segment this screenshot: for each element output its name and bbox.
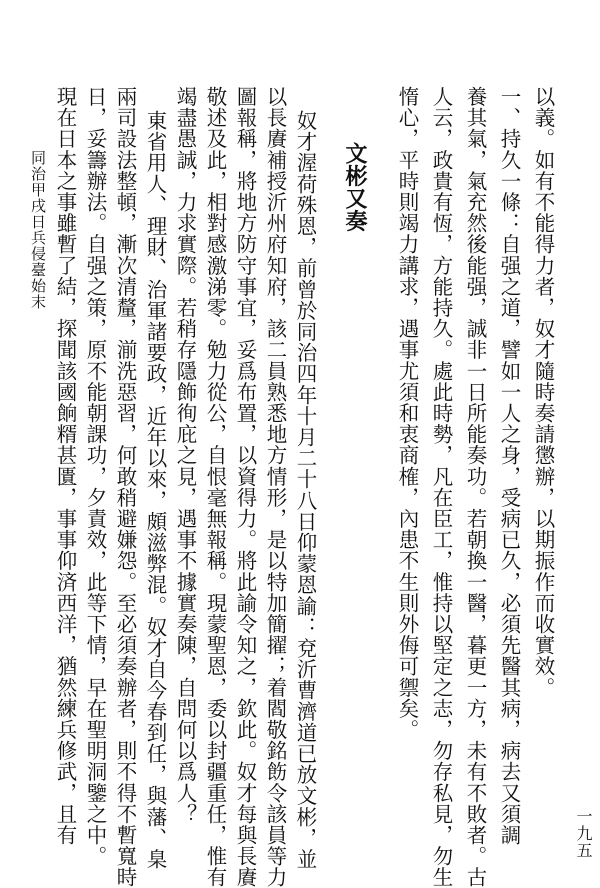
text-column-5: 惰心，平時則竭力講求，遇事尤須和衷商榷，內患不生則外侮可禦矣。: [395, 86, 419, 741]
text-column-12: 兩司設法整頓，漸次清釐，湔洗惡習，何敢稍避嫌怨。至必須奏辦者，則不得不暫寬時: [113, 86, 137, 888]
text-column-11: 東省用人、理財、治軍諸要政，近年以來，頗滋弊混。奴才自今春到任，與藩、臬: [143, 110, 167, 870]
text-column-9: 敬述及此，相對感激涕零。勉力從公，自恨毫無報稱。現蒙聖恩，委以封疆重任，惟有: [203, 86, 227, 888]
section-title: 文彬又奏: [342, 142, 368, 233]
text-column-14: 現在日本之事雖暫了結，探聞該國餉糈甚匱，事事仰済西洋，猶然練兵修武，且有: [53, 86, 77, 846]
text-column-7: 以長賡補授沂州府知府，該二員熟悉地方情形，是以特加簡擢；着閻敬銘飭令該員等力: [263, 86, 287, 888]
text-column-1: 以義。如有不能得力者，奴才隨時奏請懲辦，以期振作而收實效。: [531, 86, 555, 698]
text-column-3: 養其氣，氣充然後能强，誠非一日所能奏功。若朝換一醫，暮更一方，未有不敗者。古: [463, 86, 487, 888]
text-column-13: 日，妥籌辦法。自强之策，原不能朝課功，夕責效，此等下情，早在聖明洞鑒之中。: [83, 86, 107, 867]
page-number: 一九五: [574, 808, 593, 859]
text-column-8: 圖報稱，將地方防守事宜，妥爲布置，以資得力。將此諭令知之，欽此。奴才每與長賡: [233, 86, 257, 888]
text-column-6: 奴才渥荷殊恩，前曾於同治四年十月二十八日仰蒙恩諭：兗沂曹濟道已放文彬，並: [293, 110, 317, 870]
text-column-4: 人云，政貴有恆，方能持久。處此時勢，凡在臣工，惟持以堅定之志，勿存私見，勿生: [429, 86, 453, 888]
running-head: 同治甲戌日兵侵臺始末: [29, 150, 47, 310]
text-column-10: 竭盡愚誠，力求實際。若稍存隱飾徇庇之見，遇事不據實奏陳，自問何以爲人？: [173, 86, 197, 825]
text-column-2: 一、持久一條：自强之道，譬如一人之身，受病已久，必須先醫其病，病去又須調: [497, 86, 521, 846]
